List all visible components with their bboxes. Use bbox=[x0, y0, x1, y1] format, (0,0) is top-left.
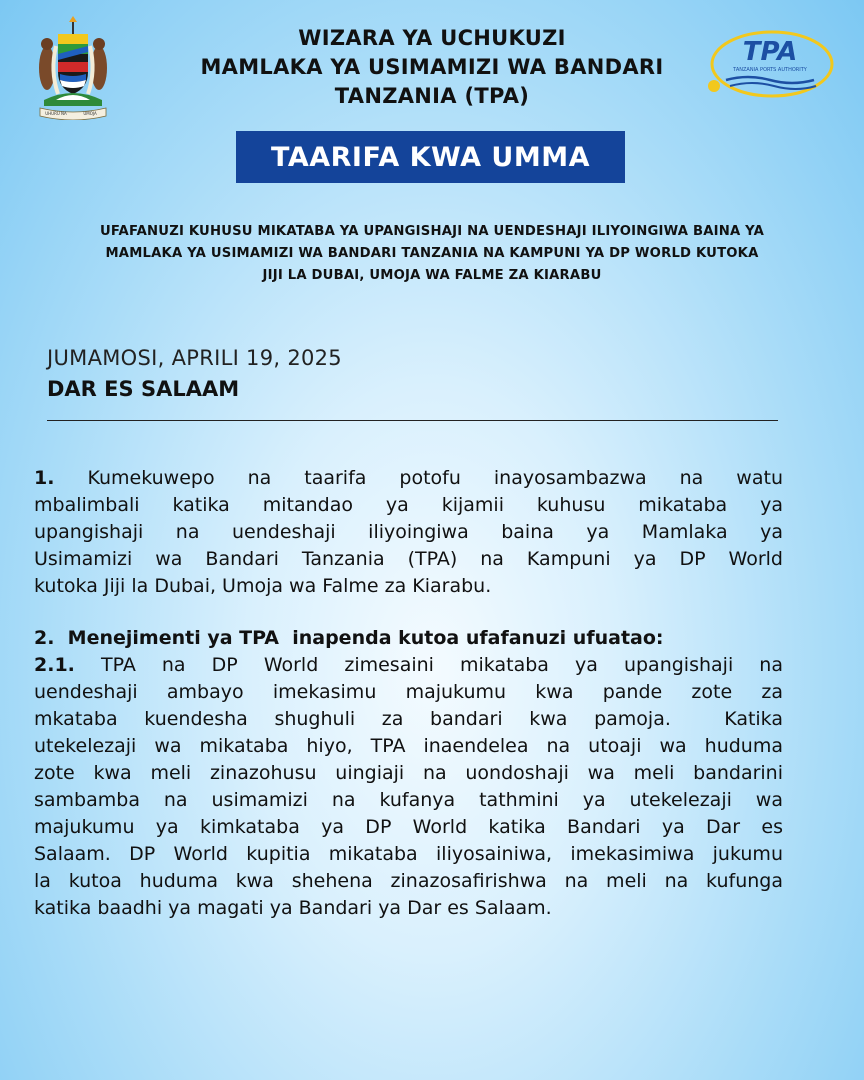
paragraph-line: mbalimbali katika mitandao ya kijamii kuhusu mikataba ya bbox=[34, 494, 783, 516]
subject-line: MAMLAKA YA USIMAMIZI WA BANDARI TANZANIA NA KAMPUNI YA DP WORLD KUTOKA bbox=[105, 246, 759, 261]
paragraph-line: utekelezaji wa mikataba hiyo, TPA inaendelea na utoaji wa huduma bbox=[34, 735, 783, 757]
public-notice-banner: TAARIFA KWA UMMA bbox=[236, 131, 625, 183]
motto-left-text: UHURU NA bbox=[45, 111, 67, 116]
notice-place: DAR ES SALAAM bbox=[47, 377, 240, 401]
paragraph-line: katika baadhi ya magati ya Bandari ya Dar es Salaam. bbox=[34, 897, 552, 919]
subject-line: JIJI LA DUBAI, UMOJA WA FALME ZA KIARABU bbox=[262, 268, 602, 283]
paragraph-line: uendeshaji ambayo imekasimu majukumu kwa pande zote za bbox=[34, 681, 783, 703]
paragraph-1 bbox=[34, 465, 783, 600]
paragraph-line: la kutoa huduma kwa shehena zinazosafirishwa na meli na kufunga bbox=[34, 870, 783, 892]
paragraph-line: Usimamizi wa Bandari Tanzania (TPA) na Kampuni ya DP World bbox=[34, 548, 783, 570]
authority-title: MAMLAKA YA USIMAMIZI WA BANDARI bbox=[200, 55, 664, 79]
paragraph-number: 2.1. bbox=[34, 654, 75, 676]
tpa-logo bbox=[704, 24, 836, 106]
motto-right-text: UMOJA bbox=[83, 111, 97, 116]
authority-subtitle: TANZANIA (TPA) bbox=[334, 84, 530, 108]
divider bbox=[47, 420, 778, 421]
tpa-logo-caption: TANZANIA PORTS AUTHORITY bbox=[733, 67, 807, 73]
paragraph-number: 1. bbox=[34, 467, 55, 489]
paragraph-line: majukumu ya kimkataba ya DP World katika Bandari ya Dar es bbox=[34, 816, 783, 838]
paragraph-2-1 bbox=[34, 652, 783, 922]
notice-subject bbox=[40, 221, 824, 287]
paragraph-line: mkataba kuendesha shughuli za bandari kwa pamoja. Katika bbox=[34, 708, 783, 730]
notice-date: JUMAMOSI, APRILI 19, 2025 bbox=[47, 346, 342, 370]
paragraph-line: Salaam. DP World kupitia mikataba iliyosainiwa, imekasimiwa jukumu bbox=[34, 843, 783, 865]
paragraph-line: kutoka Jiji la Dubai, Umoja wa Falme za Kiarabu. bbox=[34, 575, 492, 597]
tpa-logo-text: TPA bbox=[742, 37, 798, 67]
paragraph-line: TPA na DP World zimesaini mikataba ya upangishaji na bbox=[100, 654, 783, 676]
paragraph-line: sambamba na usimamizi na kufanya tathmini ya utekelezaji wa bbox=[34, 789, 783, 811]
ministry-title: WIZARA YA UCHUKUZI bbox=[298, 26, 566, 50]
paragraph-line: upangishaji na uendeshaji iliyoingiwa baina ya Mamlaka ya bbox=[34, 521, 783, 543]
subject-line: UFAFANUZI KUHUSU MIKATABA YA UPANGISHAJI NA UENDESHAJI ILIYOINGIWA BAINA YA bbox=[99, 224, 765, 239]
paragraph-line: Kumekuwepo na taarifa potofu inayosambazwa na watu bbox=[87, 467, 783, 489]
paragraph-line: zote kwa meli zinazohusu uingiaji na uondoshaji wa meli bandarini bbox=[34, 762, 783, 784]
section-2-heading: 2. Menejimenti ya TPA inapenda kutoa ufafanuzi ufuatao: bbox=[34, 627, 664, 649]
